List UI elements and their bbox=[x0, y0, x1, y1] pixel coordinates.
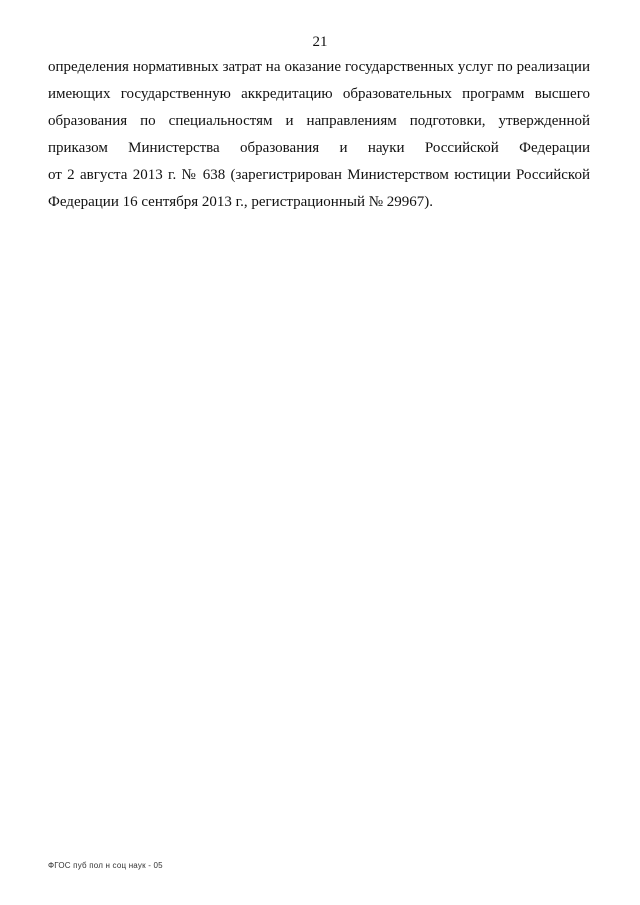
body-line: Федерации 16 сентября 2013 г., регистрационный № 29967). bbox=[48, 194, 434, 210]
body-line: от 2 августа 2013 г. № 638 (зарегистрирован Министерством юстиции Российской bbox=[48, 167, 590, 183]
body-line: приказом Министерства образования и науки Российской Федерации bbox=[48, 140, 590, 156]
page-footer: ФГОС пуб пол н соц наук - 05 bbox=[48, 861, 163, 870]
document-body bbox=[48, 54, 590, 216]
body-line: имеющих государственную аккредитацию образовательных программ высшего bbox=[48, 86, 590, 102]
body-line: определения нормативных затрат на оказание государственных услуг по реализации bbox=[48, 59, 590, 75]
body-line: образования по специальностям и направлениям подготовки, утвержденной bbox=[48, 113, 590, 129]
page-number: 21 bbox=[312, 34, 328, 50]
